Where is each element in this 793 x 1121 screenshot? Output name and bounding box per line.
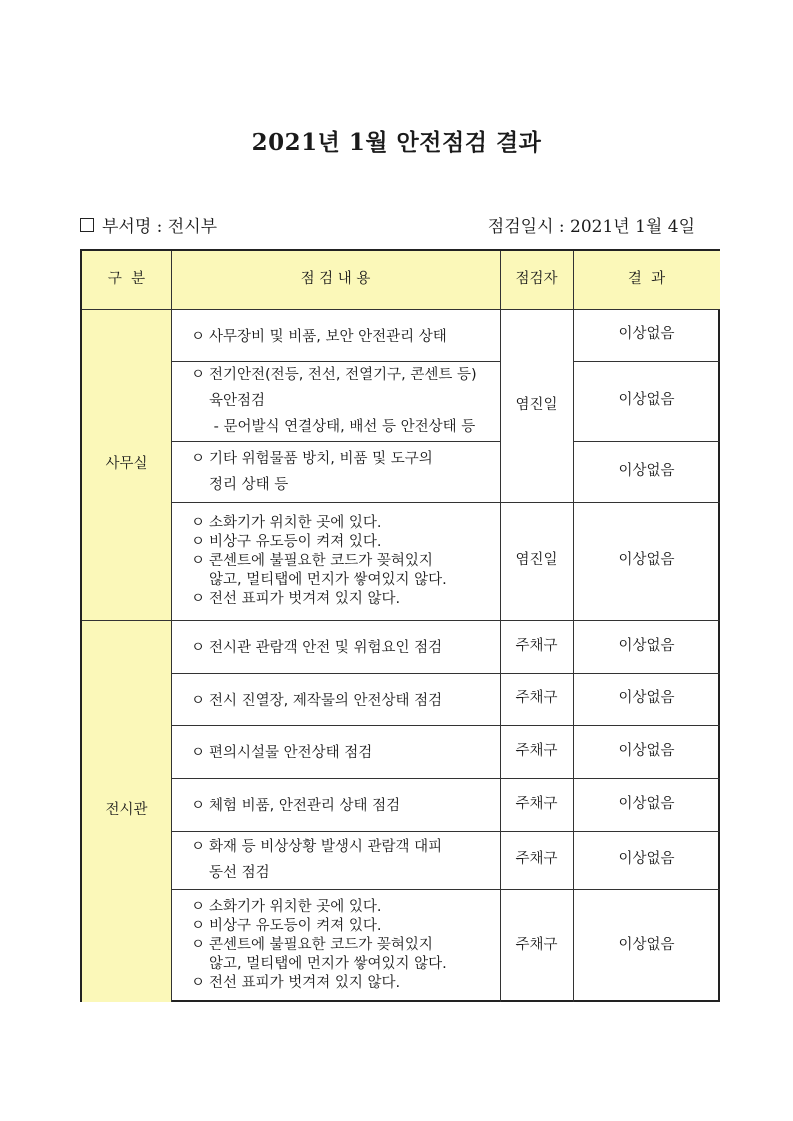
result-cell: 이상없음 [618, 552, 675, 569]
inspector-cell: 주채구 [515, 690, 558, 707]
item-text: 소화기가 위치한 곳에 있다. [209, 899, 382, 915]
inspection-item-line [191, 590, 500, 609]
inspection-item-content [171, 778, 500, 831]
inspection-item-line [191, 446, 500, 472]
inspection-item-content [171, 831, 500, 889]
result-cell: 이상없음 [618, 742, 675, 759]
item-text: 비상구 유도등이 켜져 있다. [209, 533, 382, 550]
row-divider [171, 889, 720, 890]
bullet-marker: ㅇ [191, 918, 206, 934]
bullet-marker: ㅇ [191, 839, 206, 855]
inspector-cell: 주채구 [515, 936, 558, 953]
item-text: 않고, 멀티탭에 먼지가 쌓여있지 않다. [209, 571, 447, 588]
bullet-marker: ㅇ [191, 514, 206, 531]
inspector-cell: 주채구 [515, 851, 558, 868]
row-divider [171, 361, 500, 362]
inspection-item-line [191, 898, 500, 917]
inspection-item-line [191, 362, 500, 388]
inspection-date: 점검일시 : 2021년 1월 4일 [487, 217, 695, 237]
result-cell: 이상없음 [618, 392, 675, 409]
item-text: 않고, 멀티탭에 먼지가 쌓여있지 않다. [209, 956, 447, 972]
row-divider [171, 778, 720, 779]
item-text: 정리 상태 등 [209, 476, 289, 493]
bullet-marker: ㅇ [191, 450, 206, 467]
inspection-item-line [191, 974, 500, 993]
item-text: - 문어발식 연결상태, 배선 등 안전상태 등 [209, 419, 476, 435]
inspection-item-line [191, 955, 500, 974]
item-text: 콘센트에 불필요한 코드가 꽂혀있지 [209, 552, 433, 569]
header-content: 점 검 내 용 [171, 251, 500, 309]
document-title: 2021년 1월 안전점검 결과 [251, 129, 542, 156]
row-divider [82, 620, 720, 621]
inspector-cell: 주채구 [515, 795, 558, 812]
bullet-marker: ㅇ [191, 937, 206, 953]
item-text: 소화기가 위치한 곳에 있다. [209, 514, 382, 531]
header-divider [82, 309, 720, 310]
result-cell: 이상없음 [618, 462, 675, 479]
inspection-item-line [191, 689, 500, 710]
bullet-marker: ㅇ [191, 552, 206, 569]
bullet-marker: ㅇ [191, 692, 206, 709]
checkbox-icon [80, 218, 94, 232]
row-divider [171, 502, 720, 503]
bullet-marker: ㅇ [191, 533, 206, 550]
result-cell: 이상없음 [618, 936, 675, 953]
row-divider [171, 725, 720, 726]
category-office: 사무실 [82, 309, 171, 620]
item-text: 편의시설물 안전상태 점검 [209, 745, 373, 761]
inspection-item-content [171, 889, 500, 1002]
inspector-office-merged: 염진일 [515, 396, 558, 413]
item-text: 기타 위험물품 방치, 비품 및 도구의 [209, 450, 433, 467]
inspection-item-content [171, 502, 500, 620]
inspection-item-line [191, 936, 500, 955]
item-text: 전시관 관람객 안전 및 위험요인 점검 [209, 640, 443, 656]
result-cell: 이상없음 [618, 637, 675, 654]
inspection-item-line [191, 552, 500, 571]
item-text: 전선 표피가 벗겨져 있지 않다. [209, 590, 401, 607]
bullet-marker: ㅇ [191, 798, 206, 814]
inspection-table [80, 249, 720, 1002]
bullet-marker: ㅇ [191, 328, 206, 345]
header-category: 구 분 [82, 251, 171, 309]
inspector-cell: 염진일 [515, 552, 558, 569]
item-text: 전기안전(전등, 전선, 전열기구, 콘센트 등) [209, 367, 477, 383]
bullet-marker: ㅇ [191, 640, 206, 656]
row-divider [573, 361, 720, 362]
inspection-item-content [171, 673, 500, 725]
department-label: 부서명 : 전시부 [102, 217, 218, 237]
inspection-item-content [171, 620, 500, 673]
inspection-item-line [191, 472, 500, 498]
inspection-item-line [191, 860, 500, 886]
bullet-marker: ㅇ [191, 590, 206, 607]
category-exhibition-hall: 전시관 [82, 620, 171, 1002]
bullet-marker: ㅇ [191, 975, 206, 991]
inspection-item-content [171, 361, 500, 441]
inspection-item-line [191, 636, 500, 657]
inspection-item-line [191, 571, 500, 590]
item-text: 화재 등 비상상황 발생시 관람객 대피 [209, 839, 443, 855]
inspection-item-line [191, 794, 500, 815]
item-text: 육안점검 [209, 393, 266, 409]
inspection-item-content [171, 725, 500, 778]
inspection-item-line [191, 514, 500, 533]
item-text: 비상구 유도등이 켜져 있다. [209, 918, 382, 934]
item-text: 동선 점검 [209, 865, 270, 881]
inspection-item-line [191, 325, 500, 346]
bullet-marker: ㅇ [191, 899, 206, 915]
result-cell: 이상없음 [618, 795, 675, 812]
item-text: 전시 진열장, 제작물의 안전상태 점검 [209, 692, 443, 709]
inspection-item-content [171, 309, 500, 361]
result-cell: 이상없음 [618, 851, 675, 868]
bullet-marker: ㅇ [191, 367, 206, 383]
inspector-cell: 주채구 [515, 637, 558, 654]
row-divider [171, 441, 500, 442]
row-divider [171, 673, 720, 674]
department-info [80, 212, 217, 237]
result-cell: 이상없음 [618, 326, 675, 343]
inspection-item-line [191, 917, 500, 936]
inspection-item-line [191, 388, 500, 414]
inspection-item-line [191, 414, 500, 440]
inspection-item-content [171, 441, 500, 502]
row-divider [573, 441, 720, 442]
item-text: 체험 비품, 안전관리 상태 점검 [209, 798, 401, 814]
header-result: 결 과 [573, 251, 720, 309]
item-text: 콘센트에 불필요한 코드가 꽂혀있지 [209, 937, 433, 953]
inspector-cell: 주채구 [515, 742, 558, 759]
result-cell: 이상없음 [618, 690, 675, 707]
inspection-item-line [191, 533, 500, 552]
item-text: 사무장비 및 비품, 보안 안전관리 상태 [209, 328, 447, 345]
inspection-item-line [191, 741, 500, 762]
bullet-marker: ㅇ [191, 745, 206, 761]
inspection-item-line [191, 834, 500, 860]
header-inspector: 점검자 [500, 251, 573, 309]
row-divider [171, 831, 720, 832]
item-text: 전선 표피가 벗겨져 있지 않다. [209, 975, 401, 991]
